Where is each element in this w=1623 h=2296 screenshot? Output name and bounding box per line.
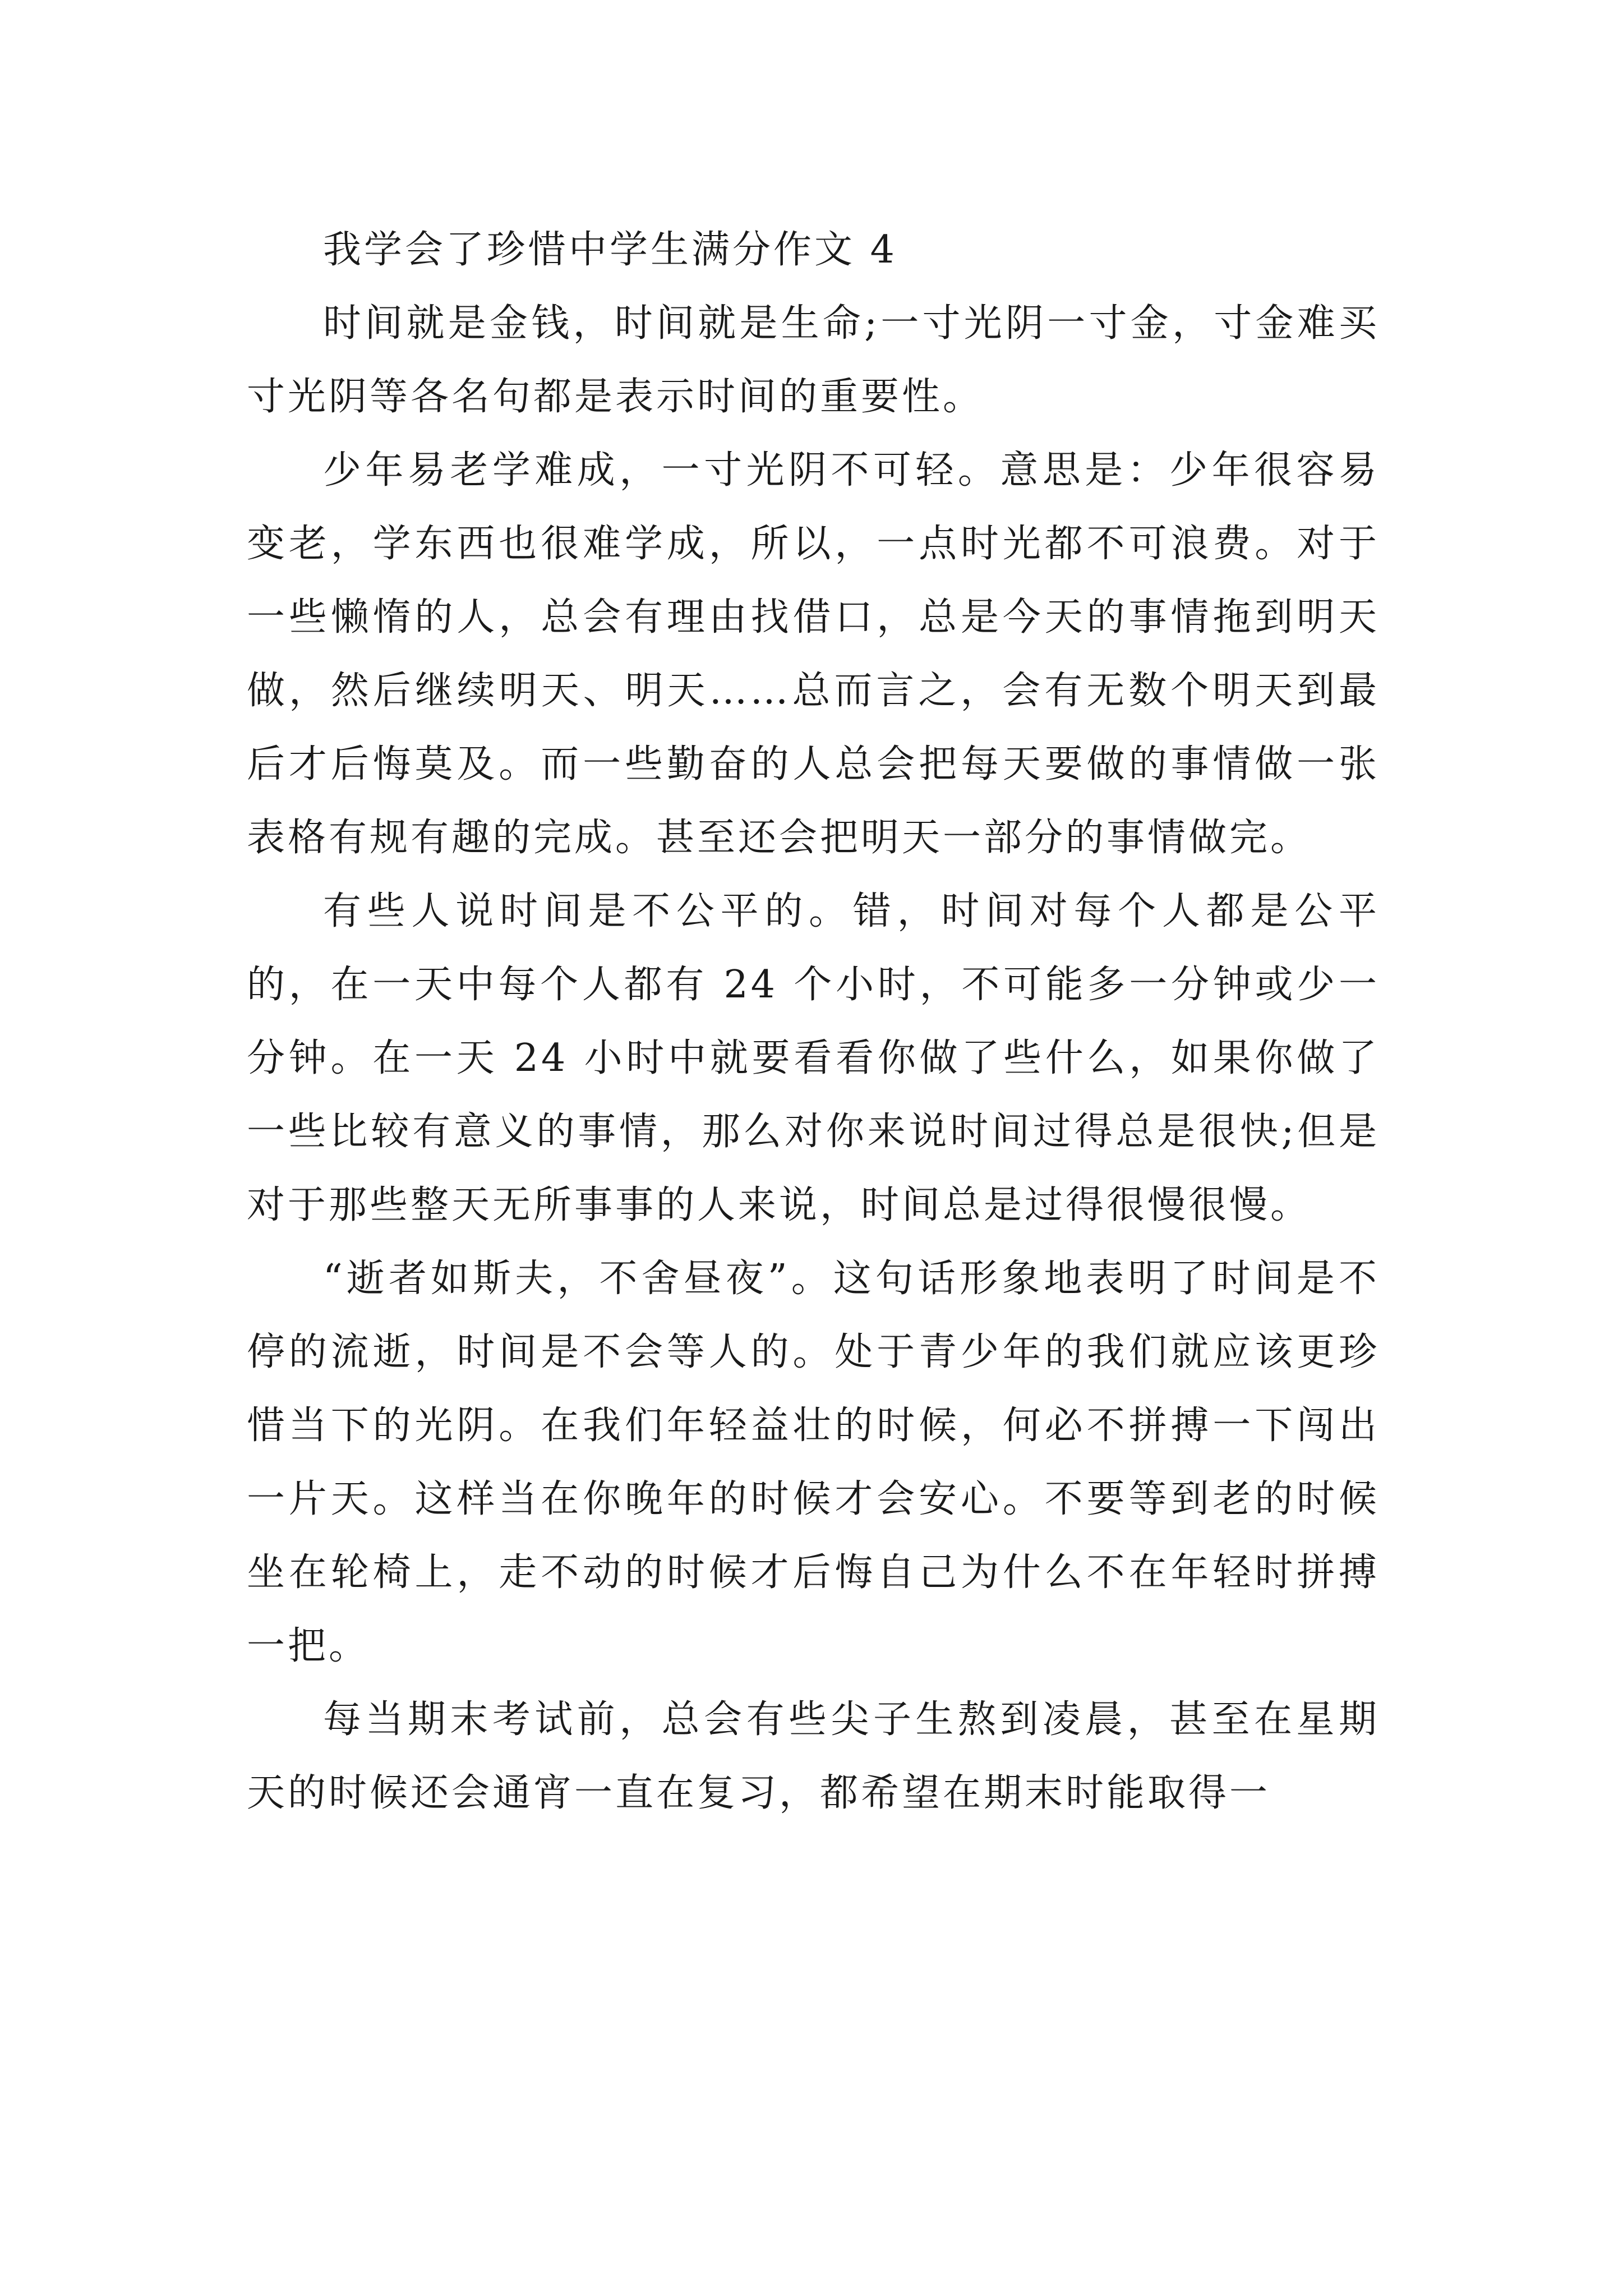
document-body [247,213,1380,1830]
paragraph-4: “逝者如斯夫，不舍昼夜”。这句话形象地表明了时间是不停的流逝，时间是不会等人的。处于青少年的我们就应该更珍惜当下的光阴。在我们年轻益壮的时候，何必不拼搏一下闯出一片天。这样当在你晚年的时候才会安心。不要等到老的时候坐在轮椅上，走不动的时候才后悔自己为什么不在年轻时拼搏一把。 [247,1257,1380,1668]
paragraph-1: 时间就是金钱，时间就是生命;一寸光阴一寸金，寸金难买寸光阴等各名句都是表示时间的重要性。 [247,301,1380,419]
paragraph-5: 每当期末考试前，总会有些尖子生熬到凌晨，甚至在星期天的时候还会通宵一直在复习，都希望在期末时能取得一 [247,1697,1380,1815]
paragraph-3: 有些人说时间是不公平的。错，时间对每个人都是公平的，在一天中每个人都有 24 个小时，不可能多一分钟或少一分钟。在一天 24 小时中就要看看你做了些什么，如果你做了一些比较有意义的事情，那么对你来说时间过得总是很快;但是对于那些整天无所事事的人来说，时间总是过得很慢很慢。 [247,889,1380,1227]
document-title: 我学会了珍惜中学生满分作文 4 [323,228,897,272]
paragraph-2: 少年易老学难成，一寸光阴不可轻。意思是：少年很容易变老，学东西也很难学成，所以，一点时光都不可浪费。对于一些懒惰的人，总会有理由找借口，总是今天的事情拖到明天做，然后继续明天、明天……总而言之，会有无数个明天到最后才后悔莫及。而一些勤奋的人总会把每天要做的事情做一张表格有规有趣的完成。甚至还会把明天一部分的事情做完。 [247,448,1380,860]
